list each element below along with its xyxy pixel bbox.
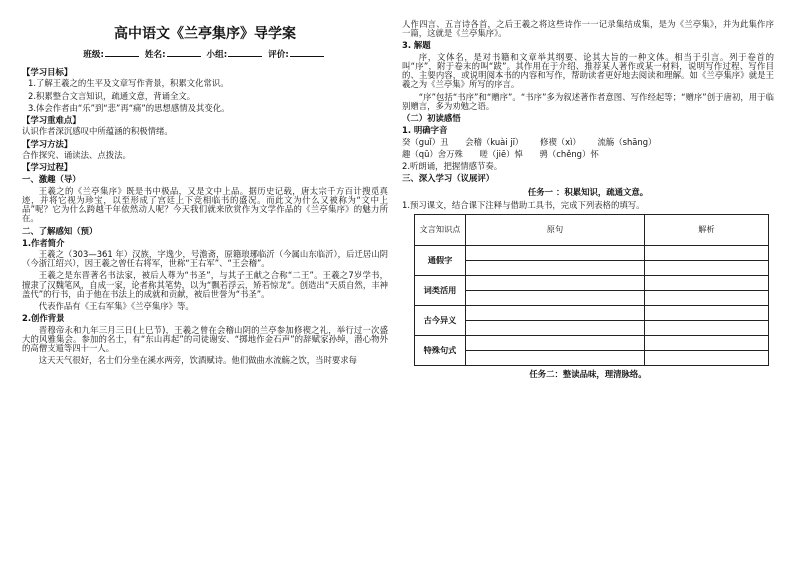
table-cell[interactable] xyxy=(466,350,645,365)
table-cell[interactable] xyxy=(466,245,645,260)
key-points-heading: 【学习重难点】 xyxy=(22,115,81,126)
table-cell[interactable] xyxy=(466,335,645,350)
table-cell[interactable] xyxy=(645,245,769,260)
table-row xyxy=(415,290,769,305)
intro-heading: 一、激趣（导） xyxy=(22,174,81,185)
row-label: 通假字 xyxy=(415,245,466,275)
method-heading: 【学习方法】 xyxy=(22,138,73,149)
background-continued: 人作四言、五言诗各首，之后王羲之将这些诗作一一记录集结成集，是为《兰亭集》，并为此集作序一篇，这就是《兰亭集序》。 xyxy=(402,19,774,39)
knowledge-table xyxy=(414,214,769,366)
table-header-row xyxy=(415,214,769,245)
row-label: 词类活用 xyxy=(415,275,466,305)
eval-label: 评价: xyxy=(268,49,289,60)
right-column xyxy=(402,20,774,383)
class-blank[interactable] xyxy=(105,47,139,57)
table-row xyxy=(415,260,769,275)
table-cell[interactable] xyxy=(466,290,645,305)
table-cell[interactable] xyxy=(466,305,645,320)
method-text: 合作探究、诵读法、点拨法。 xyxy=(22,149,131,160)
table-cell[interactable] xyxy=(645,260,769,275)
table-cell[interactable] xyxy=(466,260,645,275)
student-info-row xyxy=(22,47,388,60)
background-heading: 2.创作背景 xyxy=(22,313,65,324)
pronunciation-row xyxy=(402,150,774,159)
background-paragraph: 这天天气很好，名士们分坐在溪水两旁，饮酒赋诗。他们做曲水流觞之饮，当时要求每 xyxy=(38,355,358,366)
table-cell[interactable] xyxy=(645,350,769,365)
genre-heading: 3. 解题 xyxy=(402,40,431,51)
goal-item: 3.体会作者由“乐”到“悲”再“痛”的思想感情及其变化。 xyxy=(28,102,230,113)
group-blank[interactable] xyxy=(228,47,262,57)
table-cell[interactable] xyxy=(645,320,769,335)
author-paragraph: 王羲之（303—361 年）汉族，字逸少，号澹斋，原籍琅琊临沂（今属山东临沂），后迁居山阴（今浙江绍兴），因王羲之曾任右将军，世称“王右军”、“王会稽”。 xyxy=(22,249,388,269)
key-points-text: 认识作者深沉感叹中所蕴涵的积极情绪。 xyxy=(22,126,173,137)
group-label: 小组: xyxy=(206,49,228,60)
table-cell[interactable] xyxy=(645,275,769,290)
read-heading: （二）初读感悟 xyxy=(402,113,461,124)
table-row xyxy=(415,320,769,335)
class-label: 班级: xyxy=(83,49,104,60)
table-header: 解析 xyxy=(645,214,769,245)
pronunciation-item: 会稽（kuài jī） xyxy=(465,136,524,147)
goal-item: 1.了解王羲之的生平及文章写作背景，积累文化常识。 xyxy=(28,78,229,89)
goal-item: 2.积累整合文言知识，疏通文意，背诵全文。 xyxy=(28,90,196,101)
genre-paragraph: 序，文体名，是对书籍和文章举其纲要、论其大旨的一种文体。相当于引言。列于卷首的叫“序”，附于卷末的叫“跋”。其作用在于介绍、推荐某人著作或某一材料，说明写作过程、写作目的、主要内容，或说明阅本书的内容和写作，帮助读者更好地去阅读和理解。如《兰亭集序》就是王羲之为《兰亭集》所写的序言。 xyxy=(402,51,774,90)
pronunciation-item: 修禊（xì） xyxy=(539,136,581,147)
name-blank[interactable] xyxy=(167,47,201,57)
table-cell[interactable] xyxy=(466,275,645,290)
left-column xyxy=(22,0,388,369)
table-row xyxy=(415,305,769,320)
table-cell[interactable] xyxy=(645,290,769,305)
pronunciation-heading: 1. 明确字音 xyxy=(402,125,448,136)
deep-study-heading: 三、深入学习（议展评） xyxy=(402,173,495,184)
genre-paragraph: “序”包括“书序”和“赠序”。“书序”多为叙述著作者意图、写作经起等；“赠序”创于唐初，用于临别赠言，多为劝勉之语。 xyxy=(402,91,774,111)
name-label: 姓名: xyxy=(144,49,166,60)
row-label: 特殊句式 xyxy=(415,335,466,365)
task-one-heading: 任务一 ：积累知识，疏通文意。 xyxy=(527,186,649,197)
table-row xyxy=(415,350,769,365)
eval-blank[interactable] xyxy=(290,47,324,57)
process-heading: 【学习过程】 xyxy=(22,162,73,173)
background-paragraph: 晋穆帝永和九年三月三日(上巳节)，王羲之曾在会稽山阴的兰亭参加修禊之礼，举行过一次盛大的风雅集会。参加的名士，有“东山再起”的司徒谢安、“掷地作金石声”的辞赋家孙绰，潜心物外的高僧支遁等四十一人。 xyxy=(22,324,388,354)
table-cell[interactable] xyxy=(645,335,769,350)
author-paragraph: 代表作品有《王右军集》《兰亭集序》等。 xyxy=(38,301,194,312)
pronunciation-row xyxy=(402,138,774,147)
task-one-instruction: 1.预习课文，结合课下注释与借助工具书，完成下列表格的填写。 xyxy=(402,199,645,210)
table-row xyxy=(415,275,769,290)
row-label: 古今异义 xyxy=(415,305,466,335)
table-cell[interactable] xyxy=(466,320,645,335)
know-heading: 二、了解感知（预） xyxy=(22,225,98,236)
pronunciation-item: 趣（qū）舍万殊 xyxy=(402,148,463,159)
table-row xyxy=(415,245,769,260)
pronunciation-item: 癸（guǐ）丑 xyxy=(402,136,449,147)
table-row xyxy=(415,335,769,350)
pronunciation-item: 流觞（shāng） xyxy=(597,136,657,147)
task-two-heading: 任务二：整读品味，理清脉络。 xyxy=(529,368,647,379)
pronunciation-item: 骋（chěng）怀 xyxy=(539,148,599,159)
author-heading: 1.作者简介 xyxy=(22,237,65,248)
table-header: 文言知识点 xyxy=(415,214,466,245)
intro-text: 王羲之的《兰亭集序》既是书中极品，又是文中上品。据历史记载，唐太宗千方百计搜觅真迹，并将它视为珍宝，以至形成了宫廷上下竞相临书的盛况。而此文为什么又被称为“文中上品”呢？它为什么跨越千年依然动人呢？今天我们就来欣赏作为文学作品的《兰亭集序》的魅力所在。 xyxy=(22,185,388,224)
pronunciation-item: 嗟（jiē）悼 xyxy=(479,148,523,159)
goals-heading: 【学习目标】 xyxy=(22,67,73,78)
table-cell[interactable] xyxy=(645,305,769,320)
page-title: 高中语文《兰亭集序》导学案 xyxy=(114,26,296,42)
listen-instruction: 2.听朗诵，把握情感节奏。 xyxy=(402,161,503,172)
author-paragraph: 王羲之是东晋著名书法家，被后人尊为“书圣”，与其子王献之合称“二王”。王羲之7岁学书，擅隶了汉魏笔风，自成一家，论者称其笔势，以为“飘若浮云，矫若惊龙”。创造出“天质自然，丰神盖代”的行书，由于他在书法上的成就和贡献，被后世誉为“书圣”。 xyxy=(22,270,388,299)
table-header: 原句 xyxy=(466,214,645,245)
